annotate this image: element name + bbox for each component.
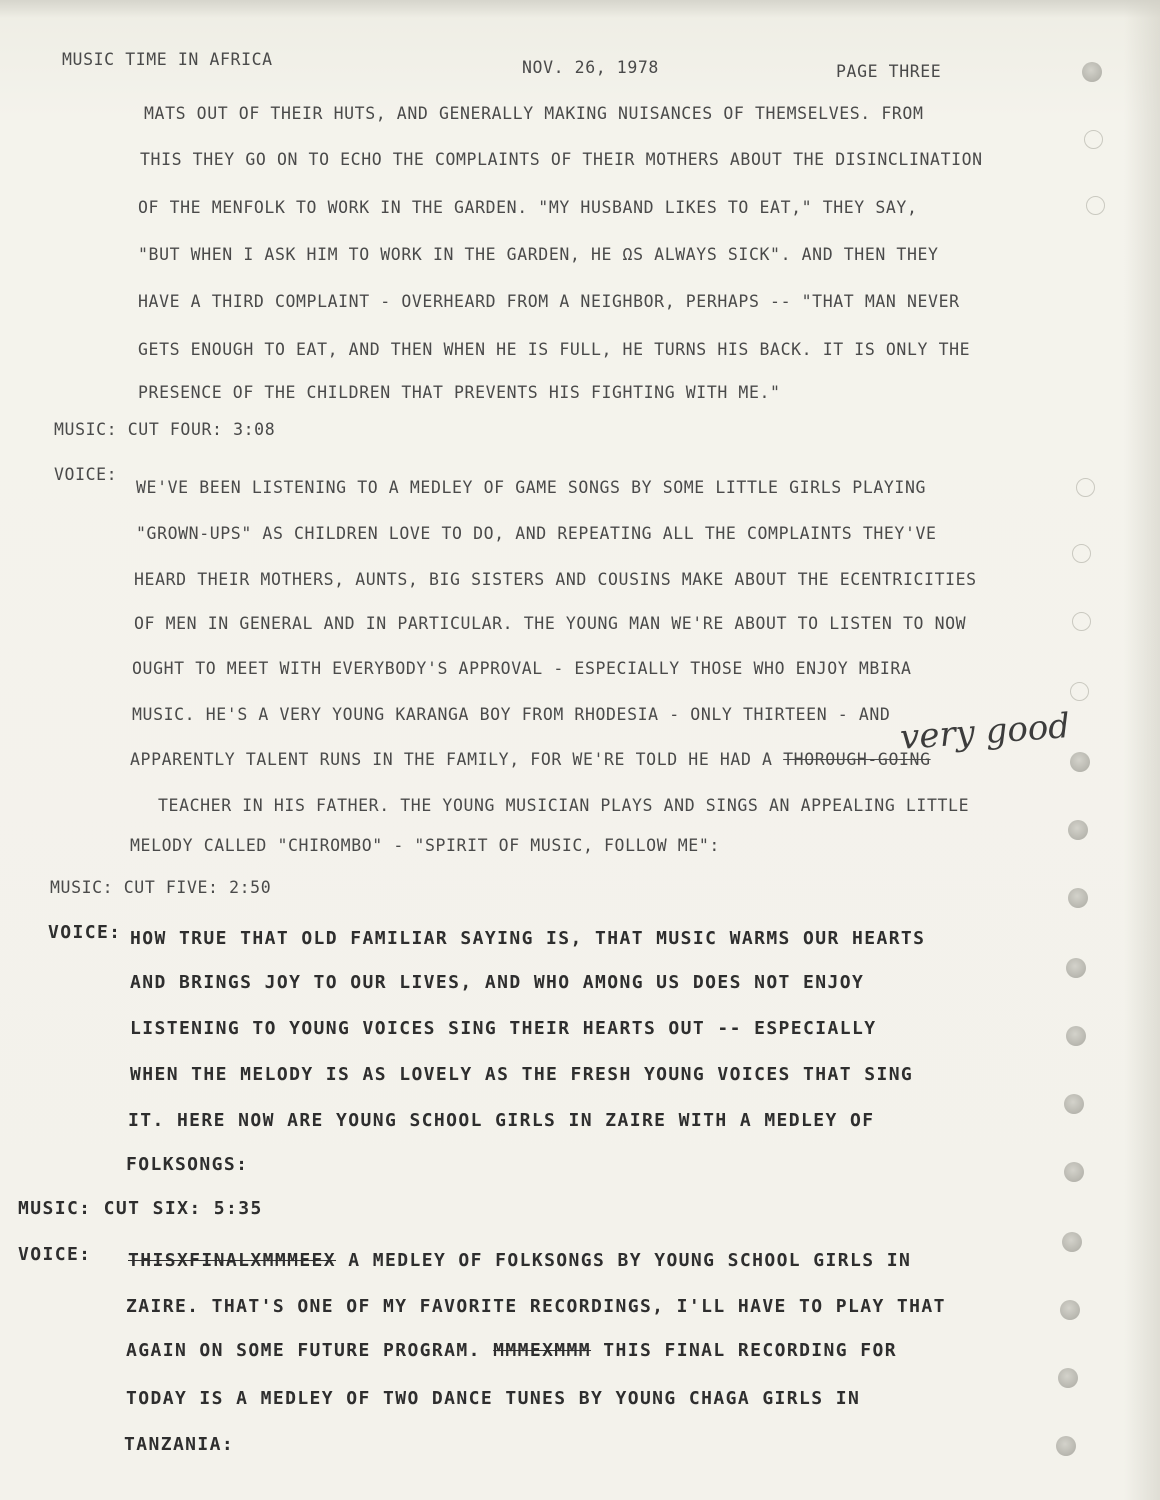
music-cue <box>18 1198 263 1219</box>
feed-hole <box>1082 62 1102 82</box>
text-line: THIS THEY GO ON TO ECHO THE COMPLAINTS OF THEIR MOTHERS ABOUT THE DISINCLINATION <box>140 150 983 169</box>
voice-label: VOICE: <box>18 1244 92 1265</box>
text-line: HOW TRUE THAT OLD FAMILIAR SAYING IS, THAT MUSIC WARMS OUR HEARTS <box>130 928 926 949</box>
text-line: AND BRINGS JOY TO OUR LIVES, AND WHO AMONG US DOES NOT ENJOY <box>130 972 865 993</box>
text-line <box>128 1250 911 1271</box>
text-line: PRESENCE OF THE CHILDREN THAT PREVENTS HIS FIGHTING WITH ME." <box>138 383 781 402</box>
text-line: "GROWN-UPS" AS CHILDREN LOVE TO DO, AND REPEATING ALL THE COMPLAINTS THEY'VE <box>136 524 937 543</box>
text-line: ZAIRE. THAT'S ONE OF MY FAVORITE RECORDINGS, I'LL HAVE TO PLAY THAT <box>126 1296 946 1317</box>
feed-hole <box>1072 612 1091 631</box>
feed-hole <box>1062 1232 1082 1252</box>
feed-hole <box>1072 544 1091 563</box>
feed-hole <box>1070 752 1090 772</box>
feed-hole <box>1064 1162 1084 1182</box>
feed-hole <box>1068 888 1088 908</box>
text-line: OF MEN IN GENERAL AND IN PARTICULAR. THE YOUNG MAN WE'RE ABOUT TO LISTEN TO NOW <box>134 614 967 633</box>
feed-hole <box>1076 478 1095 497</box>
text-segment: APPARENTLY TALENT RUNS IN THE FAMILY, FOR WE'RE TOLD HE HAD A <box>130 750 773 769</box>
voice-label: VOICE: <box>48 922 122 943</box>
text-line: FOLKSONGS: <box>126 1154 249 1175</box>
music-label: MUSIC: <box>50 878 114 897</box>
feed-hole <box>1086 196 1105 215</box>
music-label: MUSIC: <box>18 1198 92 1219</box>
text-segment: AGAIN ON SOME FUTURE PROGRAM. <box>126 1340 481 1361</box>
text-line: MATS OUT OF THEIR HUTS, AND GENERALLY MAKING NUISANCES OF THEMSELVES. FROM <box>144 104 924 123</box>
text-line: LISTENING TO YOUNG VOICES SING THEIR HEARTS OUT -- ESPECIALLY <box>130 1018 877 1039</box>
handwritten-annotation: very good <box>898 706 1072 758</box>
text-segment: THIS FINAL RECORDING FOR <box>603 1340 897 1361</box>
header-date: NOV. 26, 1978 <box>522 58 659 77</box>
text-line: OF THE MENFOLK TO WORK IN THE GARDEN. "MY HUSBAND LIKES TO EAT," THEY SAY, <box>138 198 918 217</box>
text-line: OUGHT TO MEET WITH EVERYBODY'S APPROVAL - ESPECIALLY THOSE WHO ENJOY MBIRA <box>132 659 912 678</box>
scan-top-edge <box>0 0 1160 18</box>
text-line: WHEN THE MELODY IS AS LOVELY AS THE FRESH YOUNG VOICES THAT SING <box>130 1064 914 1085</box>
struck-word: THOROUGH-GOING <box>783 750 931 769</box>
music-cue <box>50 878 271 897</box>
cut-info: CUT FIVE: 2:50 <box>123 878 272 897</box>
feed-hole <box>1060 1300 1080 1320</box>
cut-info: CUT FOUR: 3:08 <box>127 420 276 439</box>
text-line: HAVE A THIRD COMPLAINT - OVERHEARD FROM A NEIGHBOR, PERHAPS -- "THAT MAN NEVER <box>138 292 960 311</box>
text-line: TODAY IS A MEDLEY OF TWO DANCE TUNES BY YOUNG CHAGA GIRLS IN <box>126 1388 861 1409</box>
feed-hole <box>1066 958 1086 978</box>
cut-info: CUT SIX: 5:35 <box>103 1198 263 1219</box>
struck-word: THISXFINALXMMMEEX <box>128 1250 337 1271</box>
feed-hole <box>1084 130 1103 149</box>
text-line: HEARD THEIR MOTHERS, AUNTS, BIG SISTERS AND COUSINS MAKE ABOUT THE ECENTRICITIES <box>134 570 977 589</box>
struck-word: MMMEXMMM <box>493 1340 592 1361</box>
text-line: "BUT WHEN I ASK HIM TO WORK IN THE GARDEN, HE ΩS ALWAYS SICK". AND THEN THEY <box>138 245 939 264</box>
voice-label: VOICE: <box>54 465 118 484</box>
feed-hole <box>1064 1094 1084 1114</box>
text-line <box>130 750 931 769</box>
music-label: MUSIC: <box>54 420 118 439</box>
text-line: TEACHER IN HIS FATHER. THE YOUNG MUSICIAN PLAYS AND SINGS AN APPEALING LITTLE <box>158 796 970 815</box>
text-segment: A MEDLEY OF FOLKSONGS BY YOUNG SCHOOL GIRLS IN <box>348 1250 912 1271</box>
feed-hole <box>1068 820 1088 840</box>
text-line: TANZANIA: <box>124 1434 235 1455</box>
tractor-feed-strip <box>1124 0 1160 1500</box>
text-line <box>126 1340 897 1361</box>
feed-hole <box>1066 1026 1086 1046</box>
music-cue <box>54 420 275 439</box>
header-program: MUSIC TIME IN AFRICA <box>62 50 273 69</box>
text-line: MELODY CALLED "CHIROMBO" - "SPIRIT OF MUSIC, FOLLOW ME": <box>130 836 720 855</box>
header-page: PAGE THREE <box>836 62 942 81</box>
text-line: IT. HERE NOW ARE YOUNG SCHOOL GIRLS IN ZAIRE WITH A MEDLEY OF <box>128 1110 875 1131</box>
text-line: MUSIC. HE'S A VERY YOUNG KARANGA BOY FROM RHODESIA - ONLY THIRTEEN - AND <box>132 705 891 724</box>
feed-hole <box>1056 1436 1076 1456</box>
feed-hole <box>1070 682 1089 701</box>
text-line: WE'VE BEEN LISTENING TO A MEDLEY OF GAME SONGS BY SOME LITTLE GIRLS PLAYING <box>136 478 927 497</box>
feed-hole <box>1058 1368 1078 1388</box>
text-line: GETS ENOUGH TO EAT, AND THEN WHEN HE IS FULL, HE TURNS HIS BACK. IT IS ONLY THE <box>138 340 971 359</box>
